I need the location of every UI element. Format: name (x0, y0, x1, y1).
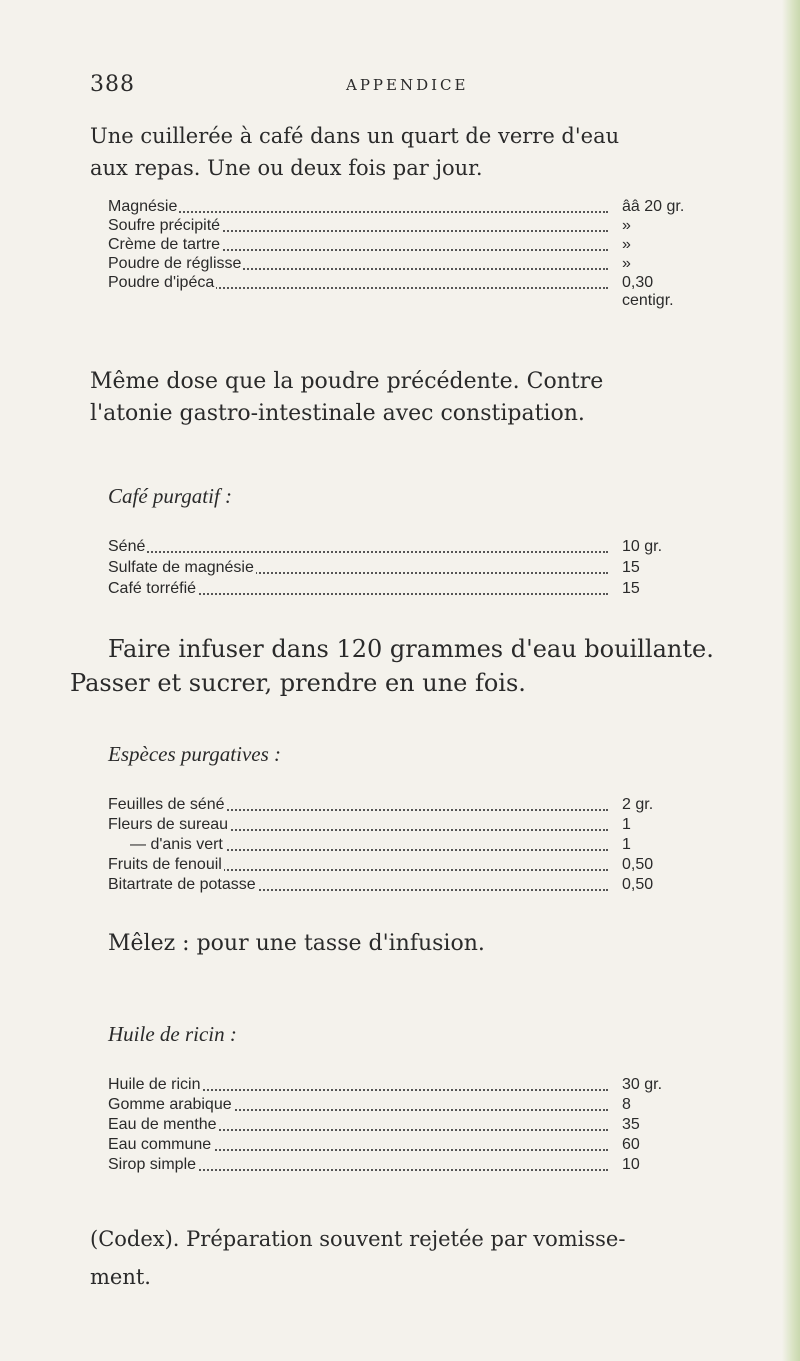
note-paragraph-2 (70, 632, 714, 700)
note-paragraph-3: Mêlez : pour une tasse d'infusion. (108, 931, 485, 956)
ingredient-qty: 15 (618, 580, 640, 598)
leader-dots (108, 551, 608, 553)
ingredient-qty: ââ 20 gr. (618, 198, 684, 216)
recipe-row (108, 559, 698, 580)
ingredient-name: Café torréfié (108, 580, 197, 597)
ingredient-qty: 1 (618, 816, 631, 834)
ingredient-name: — d'anis vert (108, 836, 225, 854)
ingredient-qty: 10 (618, 1156, 640, 1174)
ingredient-name: Fruits de fenouil (108, 856, 222, 873)
leader-dots (108, 211, 608, 213)
ingredient-qty: » (618, 255, 631, 273)
ingredient-name: Poudre d'ipéca (108, 274, 215, 291)
recipe-row (108, 217, 698, 236)
recipe-row (108, 1076, 698, 1096)
ingredient-name: Poudre de réglisse (108, 255, 242, 272)
recipe-row (108, 1116, 698, 1136)
ingredient-name: Bitartrate de potasse (108, 876, 256, 893)
ingredient-qty: » (618, 217, 631, 235)
recipe-row (108, 1096, 698, 1116)
ingredient-name: Crème de tartre (108, 236, 221, 253)
ingredient-qty: 1 (618, 836, 631, 854)
ingredient-qty: 0,50 (618, 856, 653, 874)
intro-line: aux repas. Une ou deux fois par jour. (90, 156, 483, 180)
note-line: Passer et sucrer, prendre en une fois. (70, 669, 526, 697)
ingredient-qty: 2 gr. (618, 796, 653, 814)
recipe-list-1 (108, 198, 698, 309)
ingredient-qty: 10 gr. (618, 538, 662, 556)
intro-line: Une cuillerée à café dans un quart de verre d'eau (90, 124, 620, 148)
ingredient-name: Magnésie (108, 198, 178, 215)
recipe-row (108, 816, 698, 836)
footer-line: ment. (90, 1265, 151, 1289)
recipe-row (108, 198, 698, 217)
ingredient-name: Eau commune (108, 1136, 212, 1153)
footer-paragraph (90, 1220, 625, 1296)
ingredient-qty: 35 (618, 1116, 640, 1134)
recipe-list-3 (108, 796, 698, 896)
recipe-row (108, 1136, 698, 1156)
ingredient-name: Eau de menthe (108, 1116, 217, 1133)
ingredient-name: Gomme arabique (108, 1096, 232, 1113)
ingredient-qty: 60 (618, 1136, 640, 1154)
ingredient-name: Sulfate de magnésie (108, 559, 254, 576)
ingredient-name: Fleurs de sureau (108, 816, 229, 833)
note-paragraph-1 (90, 366, 603, 430)
ingredient-qty: 15 (618, 559, 640, 577)
section-title-especes-purgatives: Espèces purgatives : (108, 742, 282, 766)
recipe-list-4 (108, 1076, 698, 1176)
ingredient-name: Feuilles de séné (108, 796, 225, 813)
running-head: APPENDICE (346, 76, 469, 94)
ingredient-name: Séné (108, 538, 146, 555)
note-line: Faire infuser dans 120 grammes d'eau bouillante. (108, 635, 714, 663)
recipe-row (108, 580, 698, 601)
ingredient-name: Sirop simple (108, 1156, 197, 1173)
recipe-row (108, 1156, 698, 1176)
page-edge (782, 0, 800, 1361)
recipe-row (108, 255, 698, 274)
ingredient-qty: » (618, 236, 631, 254)
page-number: 388 (90, 72, 135, 97)
intro-paragraph (90, 120, 619, 184)
recipe-row (108, 836, 698, 856)
recipe-row (108, 236, 698, 255)
ingredient-qty: 0,50 (618, 876, 653, 894)
section-title-huile-de-ricin: Huile de ricin : (108, 1022, 237, 1046)
ingredient-name: Soufre précipité (108, 217, 221, 234)
footer-line: (Codex). Préparation souvent rejetée par vomisse- (90, 1227, 626, 1251)
recipe-row (108, 856, 698, 876)
section-title-cafe-purgatif: Café purgatif : (108, 484, 233, 508)
recipe-row (108, 538, 698, 559)
note-line: l'atonie gastro-intestinale avec constipation. (90, 401, 585, 426)
ingredient-qty: 8 (618, 1096, 631, 1114)
ingredient-name: Huile de ricin (108, 1076, 201, 1093)
recipe-row (108, 796, 698, 816)
recipe-list-2 (108, 538, 698, 601)
ingredient-qty: 0,30 centigr. (618, 274, 698, 310)
page-header (90, 72, 740, 102)
recipe-row (108, 274, 698, 309)
ingredient-qty: 30 gr. (618, 1076, 662, 1094)
note-line: Même dose que la poudre précédente. Contre (90, 369, 604, 394)
recipe-row (108, 876, 698, 896)
